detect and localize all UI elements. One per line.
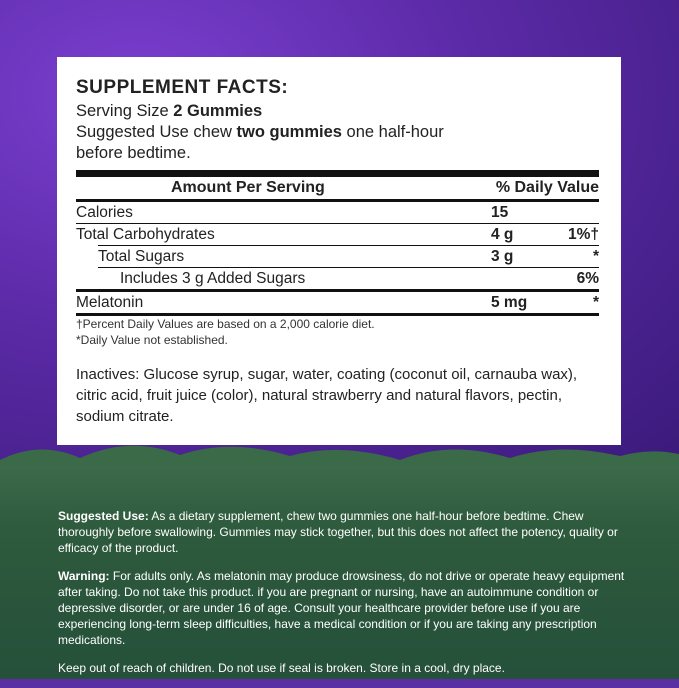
storage-paragraph: Keep out of reach of children. Do not use if seal is broken. Store in a cool, dry place. <box>58 661 505 675</box>
label-text <box>58 508 628 688</box>
row-total-carbs: Total Carbohydrates 4 g 1%† <box>76 226 599 243</box>
serving-size: Serving Size 2 Gummies <box>76 102 263 120</box>
inactive-ingredients: Inactives: Glucose syrup, sugar, water, coating (coconut oil, carnauba wax), citric acid, fruit juice (color), natural strawberry and natural flavors, pectin, sodium citrate. <box>76 366 578 425</box>
warning-paragraph: Warning: For adults only. As melatonin may produce drowsiness, do not drive or operate heavy equipment after taking. Do not take this product. if you are pregnant or nursing, have an autoimmune condition or depressive disorder, or are under 16 of age. Consult your healthcare provider before use if you are experiencing long-term sleep difficulties, have a medical condition or if you are taking any prescription medications. <box>58 569 625 647</box>
footnote-dv: *Daily Value not established. <box>76 333 228 347</box>
suggested-use-line: Suggested Use chew two gummies one half-hour <box>76 123 444 141</box>
row-calories: Calories 15 <box>76 204 509 221</box>
facts-title: SUPPLEMENT FACTS: <box>76 77 289 98</box>
supplement-facts-panel <box>57 57 621 445</box>
facts-header-row <box>76 177 599 199</box>
header-amount: Amount Per Serving <box>171 179 325 196</box>
header-dv: % Daily Value <box>495 179 599 196</box>
row-added-sugars: Includes 3 g Added Sugars 6% <box>120 270 599 287</box>
row-total-sugars: Total Sugars 3 g * <box>98 248 599 265</box>
suggested-use-paragraph: Suggested Use: As a dietary supplement, chew two gummies one half-hour before bedtime. Chew thoroughly before swallowing. Gummies may stick together, but this does not affect the potency, quality or efficacy of the product. <box>58 509 618 555</box>
divider-thick <box>76 170 599 177</box>
row-melatonin: Melatonin 5 mg * <box>76 294 599 311</box>
footnote-percent: †Percent Daily Values are based on a 2,000 calorie diet. <box>76 317 375 331</box>
suggested-use-line2: before bedtime. <box>76 144 191 162</box>
